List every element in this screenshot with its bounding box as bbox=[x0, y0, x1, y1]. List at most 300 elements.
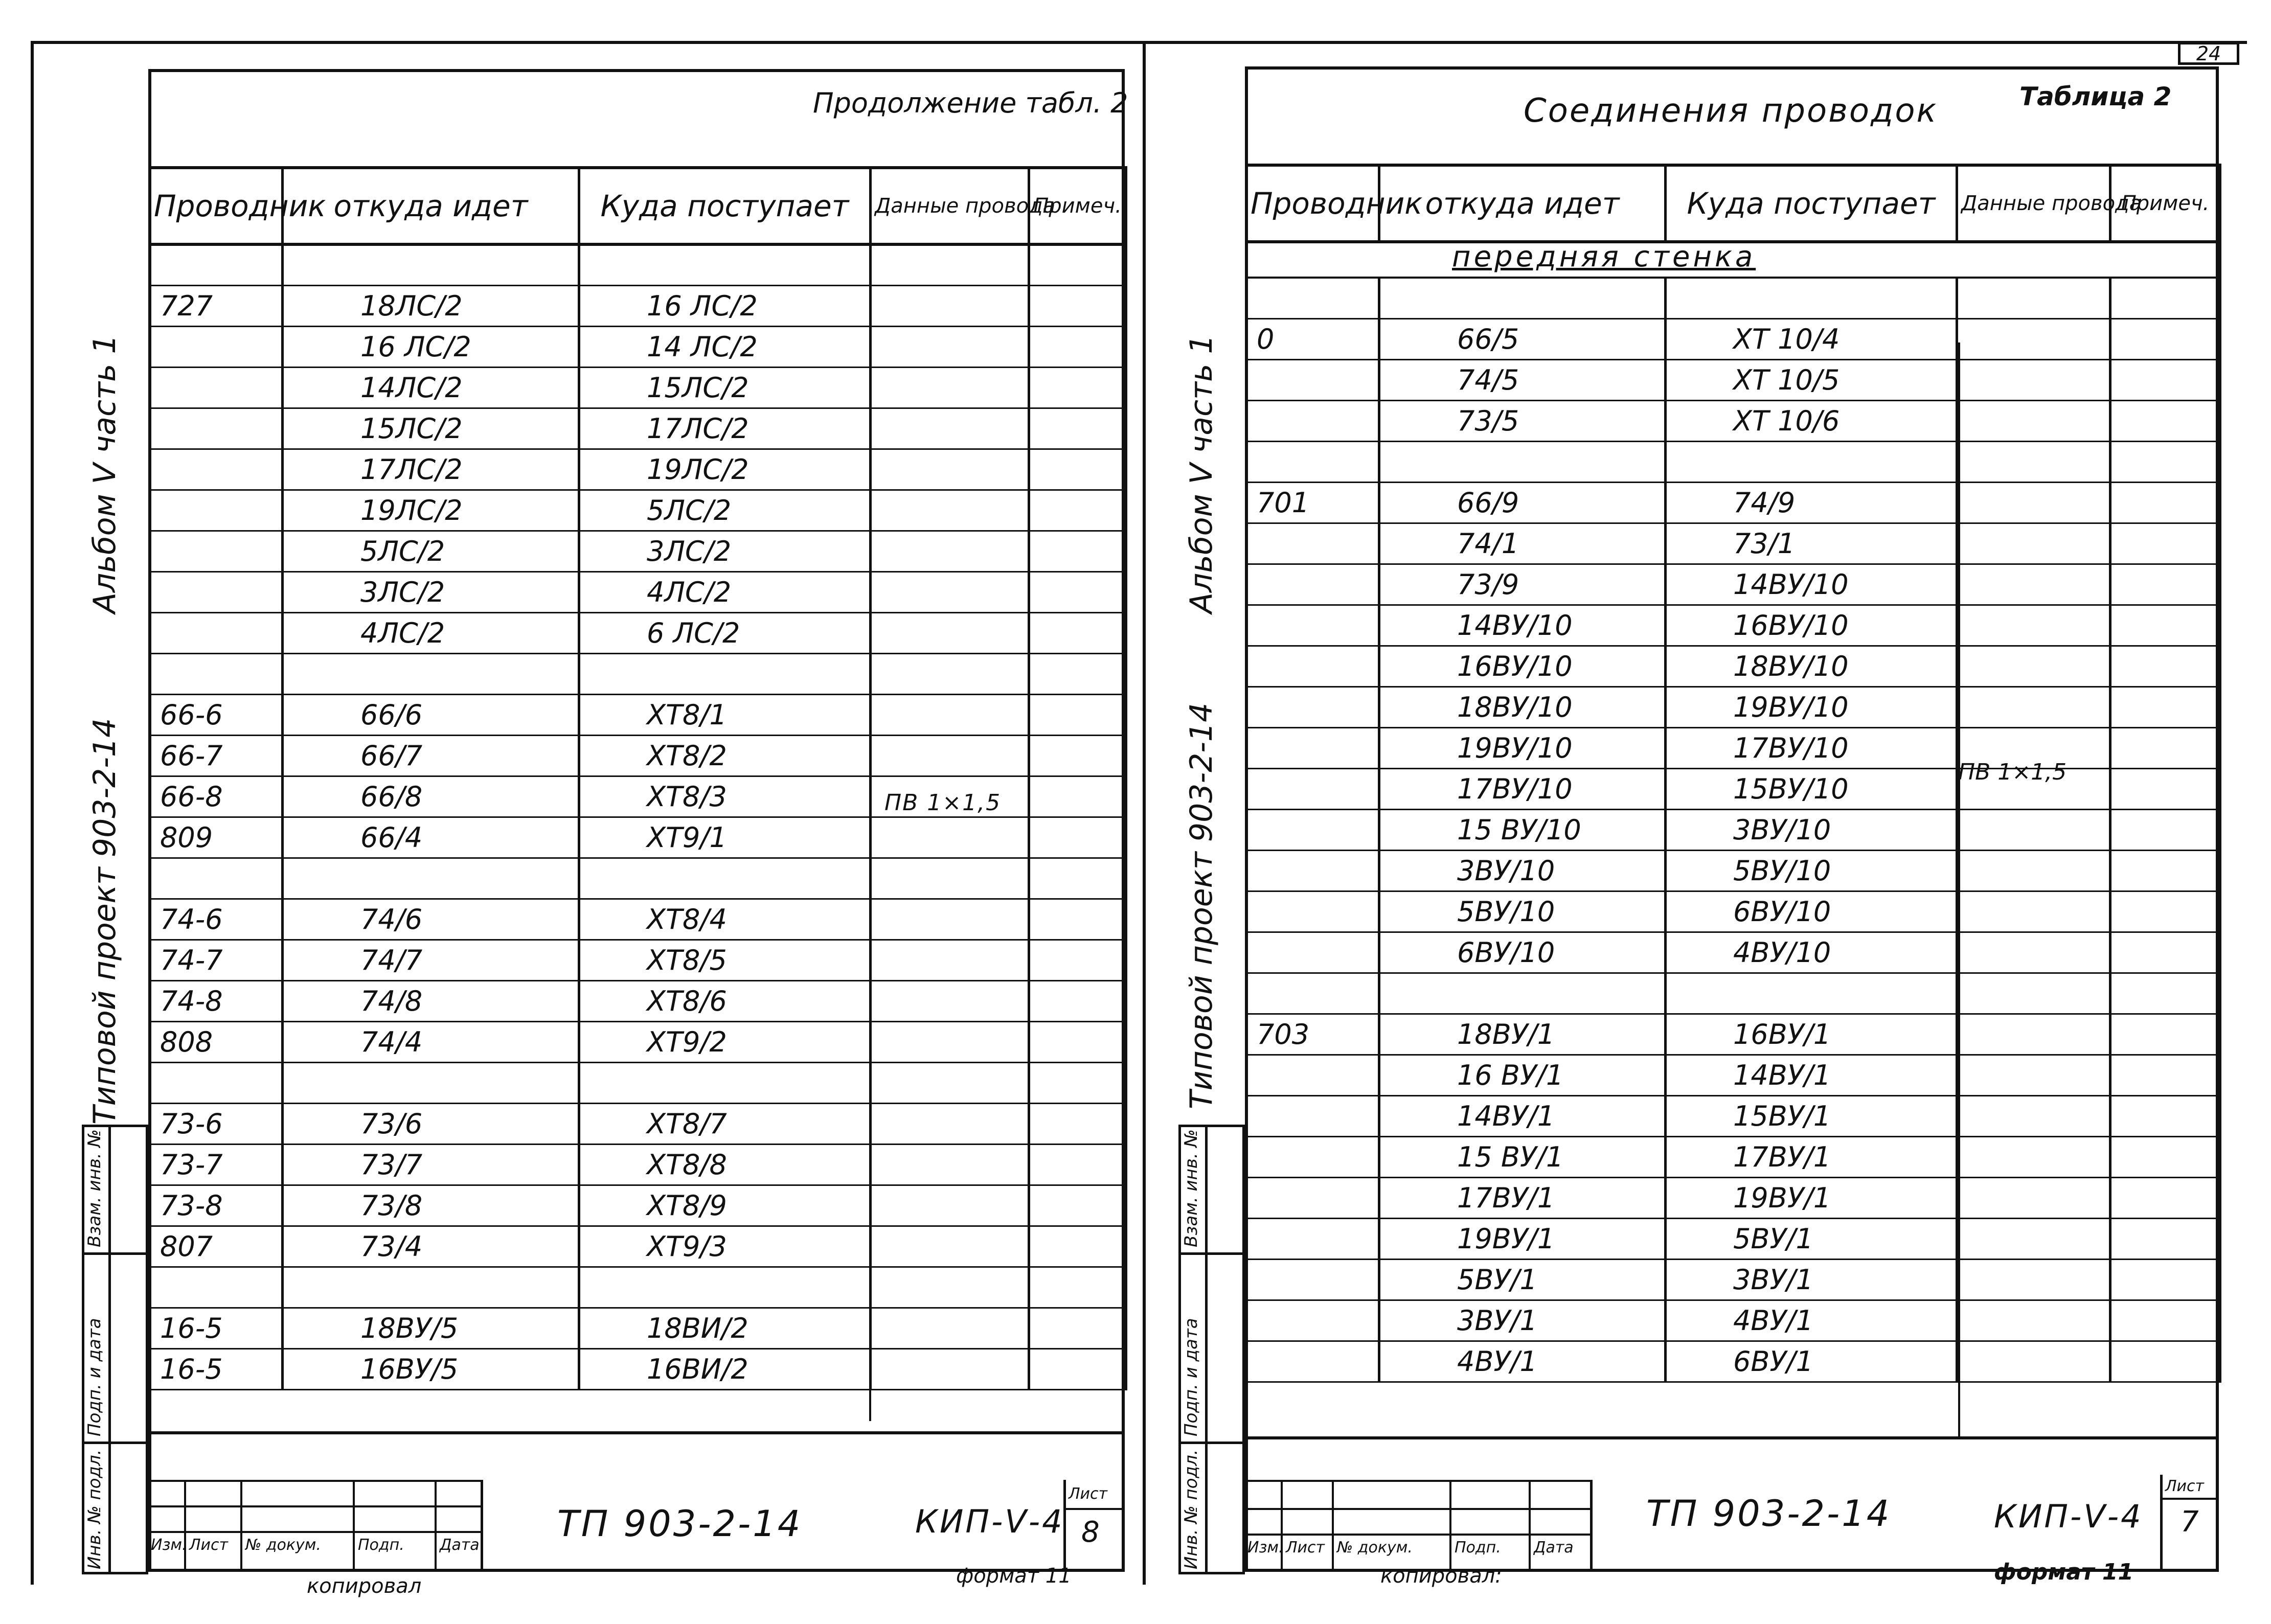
wire-data-cell bbox=[871, 367, 1029, 408]
to-cell bbox=[1666, 278, 1957, 318]
from-cell bbox=[1379, 441, 1666, 482]
conductor-cell bbox=[1246, 278, 1379, 318]
conductor-cell bbox=[150, 408, 283, 449]
from-cell: 16 ВУ/1 bbox=[1379, 1055, 1666, 1095]
right-section-code: КИП-Ⅴ-4 bbox=[1994, 1498, 2143, 1535]
to-cell: 15ВУ/1 bbox=[1666, 1095, 1957, 1136]
to-cell: 19ЛС/2 bbox=[579, 449, 871, 490]
wire-data-cell bbox=[871, 285, 1029, 326]
to-cell: 18ВИ/2 bbox=[579, 1308, 871, 1348]
from-cell: 66/8 bbox=[283, 776, 579, 817]
conductor-cell: 66-8 bbox=[150, 776, 283, 817]
table-row bbox=[150, 408, 1126, 449]
notes-cell bbox=[1029, 1144, 1126, 1185]
wire-data-cell bbox=[1957, 809, 2110, 850]
notes-cell bbox=[1029, 1348, 1126, 1389]
from-cell bbox=[283, 653, 579, 694]
wire-data-cell bbox=[1957, 891, 2110, 932]
right-brace bbox=[1958, 342, 1968, 1436]
conductor-cell: 66-6 bbox=[150, 694, 283, 735]
table-row bbox=[150, 490, 1126, 531]
conductor-cell bbox=[1246, 768, 1379, 809]
to-cell: ХТ 10/4 bbox=[1666, 318, 1957, 359]
table-row bbox=[1246, 1218, 2220, 1259]
notes-cell bbox=[1029, 367, 1126, 408]
table-row bbox=[150, 1226, 1126, 1267]
wire-data-cell bbox=[1957, 1095, 2110, 1136]
right-doc-code: ТП 903-2-14 bbox=[1646, 1493, 1892, 1535]
to-cell: ХТ8/7 bbox=[579, 1103, 871, 1144]
conductor-cell bbox=[1246, 523, 1379, 564]
to-cell: 16 ЛС/2 bbox=[579, 285, 871, 326]
conductor-cell: 73-8 bbox=[150, 1185, 283, 1226]
right-wire-data-note: ПВ 1×1,5 bbox=[1958, 759, 2067, 785]
wire-data-cell bbox=[1957, 605, 2110, 646]
table-row bbox=[1246, 1095, 2220, 1136]
conductor-cell bbox=[1246, 687, 1379, 727]
to-cell: ХТ 10/6 bbox=[1666, 400, 1957, 441]
table-row bbox=[150, 1144, 1126, 1185]
notes-cell bbox=[1029, 817, 1126, 858]
to-cell: 6 ЛС/2 bbox=[579, 612, 871, 653]
notes-cell bbox=[2110, 523, 2220, 564]
table-row bbox=[150, 694, 1126, 735]
notes-cell bbox=[2110, 1014, 2220, 1055]
from-cell: 73/7 bbox=[283, 1144, 579, 1185]
notes-cell bbox=[2110, 768, 2220, 809]
left-header-conductor: Проводник bbox=[150, 168, 283, 244]
notes-cell bbox=[1029, 326, 1126, 367]
from-cell: 14ВУ/10 bbox=[1379, 605, 1666, 646]
right-sheet-number: 7 bbox=[2181, 1505, 2201, 1539]
wire-data-cell bbox=[871, 653, 1029, 694]
conductor-cell bbox=[150, 367, 283, 408]
right-header-conductor: Проводник bbox=[1246, 165, 1379, 242]
from-cell: 5ВУ/10 bbox=[1379, 891, 1666, 932]
right-header-wire-data: Данные провода bbox=[1957, 165, 2110, 242]
conductor-cell bbox=[1246, 809, 1379, 850]
notes-cell bbox=[2110, 278, 2220, 318]
notes-cell bbox=[2110, 1177, 2220, 1218]
wire-data-cell bbox=[1957, 850, 2110, 891]
from-cell: 17ЛС/2 bbox=[283, 449, 579, 490]
wire-data-cell bbox=[871, 694, 1029, 735]
from-cell bbox=[283, 1267, 579, 1308]
right-header-from: откуда идет bbox=[1379, 165, 1666, 242]
to-cell: 4ВУ/1 bbox=[1666, 1300, 1957, 1341]
table-row bbox=[150, 1348, 1126, 1389]
right-title: Соединения проводок bbox=[1524, 92, 1938, 130]
to-cell: 17ВУ/1 bbox=[1666, 1136, 1957, 1177]
wire-data-cell bbox=[1957, 1218, 2110, 1259]
table-row bbox=[1246, 646, 2220, 687]
notes-cell bbox=[2110, 605, 2220, 646]
table-row bbox=[150, 1185, 1126, 1226]
to-cell bbox=[579, 1062, 871, 1103]
left-tb-list: Лист bbox=[189, 1536, 229, 1554]
wire-data-cell bbox=[1957, 400, 2110, 441]
right-sheet-label: Лист bbox=[2165, 1477, 2205, 1495]
wire-data-cell bbox=[871, 1226, 1029, 1267]
from-cell: 74/7 bbox=[283, 940, 579, 980]
left-header-notes: Примеч. bbox=[1029, 168, 1126, 244]
wire-data-cell bbox=[871, 408, 1029, 449]
to-cell: 3ВУ/10 bbox=[1666, 809, 1957, 850]
conductor-cell bbox=[1246, 973, 1379, 1014]
left-copied-label: копировал bbox=[307, 1574, 422, 1598]
conductor-cell bbox=[1246, 1300, 1379, 1341]
from-cell: 18ВУ/5 bbox=[283, 1308, 579, 1348]
to-cell: 19ВУ/1 bbox=[1666, 1177, 1957, 1218]
table-row bbox=[1246, 605, 2220, 646]
notes-cell bbox=[1029, 244, 1126, 285]
table-row bbox=[150, 531, 1126, 571]
notes-cell bbox=[1029, 449, 1126, 490]
wire-data-cell bbox=[1957, 646, 2110, 687]
notes-cell bbox=[1029, 1267, 1126, 1308]
from-cell: 73/4 bbox=[283, 1226, 579, 1267]
from-cell: 74/8 bbox=[283, 980, 579, 1021]
notes-cell bbox=[2110, 441, 2220, 482]
table-row bbox=[150, 244, 1126, 285]
from-cell: 6ВУ/10 bbox=[1379, 932, 1666, 973]
from-cell bbox=[283, 858, 579, 899]
left-sheet-number: 8 bbox=[1081, 1516, 1102, 1549]
wire-data-cell bbox=[1957, 687, 2110, 727]
wire-data-cell bbox=[871, 449, 1029, 490]
from-cell: 66/9 bbox=[1379, 482, 1666, 523]
wire-data-cell bbox=[871, 1267, 1029, 1308]
from-cell: 18ЛС/2 bbox=[283, 285, 579, 326]
conductor-cell bbox=[1246, 605, 1379, 646]
notes-cell bbox=[1029, 653, 1126, 694]
conductor-cell bbox=[150, 326, 283, 367]
right-tb-list: Лист bbox=[1286, 1539, 1325, 1557]
wire-data-cell bbox=[871, 1185, 1029, 1226]
conductor-cell: 74-8 bbox=[150, 980, 283, 1021]
left-side-album: Альбом Ⅴ часть 1 bbox=[87, 334, 123, 613]
conductor-cell bbox=[150, 1062, 283, 1103]
table-row bbox=[1246, 768, 2220, 809]
conductor-cell bbox=[150, 653, 283, 694]
wire-data-cell bbox=[1957, 1341, 2110, 1382]
to-cell: 5ВУ/1 bbox=[1666, 1218, 1957, 1259]
notes-cell bbox=[2110, 482, 2220, 523]
notes-cell bbox=[1029, 694, 1126, 735]
table-row bbox=[1246, 850, 2220, 891]
conductor-cell bbox=[1246, 891, 1379, 932]
to-cell bbox=[579, 858, 871, 899]
from-cell: 74/1 bbox=[1379, 523, 1666, 564]
to-cell: 14ВУ/10 bbox=[1666, 564, 1957, 605]
notes-cell bbox=[2110, 359, 2220, 400]
notes-cell bbox=[2110, 1136, 2220, 1177]
from-cell: 14ВУ/1 bbox=[1379, 1095, 1666, 1136]
left-tb-sign: Подп. bbox=[358, 1536, 404, 1554]
notes-cell bbox=[1029, 1185, 1126, 1226]
from-cell: 16ВУ/5 bbox=[283, 1348, 579, 1389]
notes-cell bbox=[1029, 490, 1126, 531]
left-stamp-label-1: Инв. № подл. bbox=[84, 1449, 105, 1569]
right-side-album: Альбом Ⅴ часть 1 bbox=[1184, 334, 1219, 613]
right-table-label: Таблица 2 bbox=[2019, 82, 2172, 111]
conductor-cell: 66-7 bbox=[150, 735, 283, 776]
to-cell: 19ВУ/10 bbox=[1666, 687, 1957, 727]
table-row bbox=[1246, 1177, 2220, 1218]
from-cell: 74/4 bbox=[283, 1021, 579, 1062]
to-cell: 16ВИ/2 bbox=[579, 1348, 871, 1389]
conductor-cell: 73-7 bbox=[150, 1144, 283, 1185]
from-cell: 17ВУ/1 bbox=[1379, 1177, 1666, 1218]
to-cell bbox=[579, 244, 871, 285]
left-stamp-label-3: Взам. инв. № bbox=[84, 1129, 105, 1247]
left-tb-izm: Изм. bbox=[151, 1536, 187, 1554]
notes-cell bbox=[2110, 891, 2220, 932]
from-cell: 16ВУ/10 bbox=[1379, 646, 1666, 687]
conductor-cell: 16-5 bbox=[150, 1308, 283, 1348]
table-row bbox=[1246, 1341, 2220, 1382]
from-cell: 66/7 bbox=[283, 735, 579, 776]
notes-cell bbox=[1029, 1021, 1126, 1062]
wire-data-cell bbox=[1957, 278, 2110, 318]
right-stamp-label-3: Взам. инв. № bbox=[1181, 1129, 1201, 1247]
from-cell: 4ВУ/1 bbox=[1379, 1341, 1666, 1382]
wire-data-cell bbox=[1957, 359, 2110, 400]
table-row bbox=[150, 817, 1126, 858]
from-cell: 14ЛС/2 bbox=[283, 367, 579, 408]
right-format-label: формат 11 bbox=[1994, 1559, 2134, 1585]
table-row bbox=[1246, 1300, 2220, 1341]
wire-data-cell bbox=[1957, 482, 2110, 523]
wire-data-cell bbox=[871, 1144, 1029, 1185]
table-row bbox=[150, 326, 1126, 367]
to-cell: ХТ 10/5 bbox=[1666, 359, 1957, 400]
to-cell: ХТ8/3 bbox=[579, 776, 871, 817]
table-row bbox=[1246, 1055, 2220, 1095]
notes-cell bbox=[2110, 1218, 2220, 1259]
wire-data-cell bbox=[871, 490, 1029, 531]
from-cell: 3ВУ/1 bbox=[1379, 1300, 1666, 1341]
notes-cell bbox=[1029, 531, 1126, 571]
right-subheading: передняя стенка bbox=[1452, 240, 1756, 273]
conductor-cell bbox=[1246, 646, 1379, 687]
wire-data-cell bbox=[1957, 1177, 2110, 1218]
conductor-cell: 74-6 bbox=[150, 899, 283, 940]
table-row bbox=[1246, 891, 2220, 932]
notes-cell bbox=[1029, 571, 1126, 612]
notes-cell bbox=[1029, 776, 1126, 817]
table-row bbox=[1246, 973, 2220, 1014]
wire-data-cell bbox=[871, 326, 1029, 367]
wire-data-cell bbox=[871, 1021, 1029, 1062]
table-row bbox=[150, 449, 1126, 490]
table-row bbox=[150, 653, 1126, 694]
right-page-corner: 24 bbox=[2178, 42, 2239, 65]
wire-data-cell bbox=[871, 1062, 1029, 1103]
wire-data-cell bbox=[1957, 932, 2110, 973]
table-row bbox=[150, 612, 1126, 653]
from-cell: 3ВУ/10 bbox=[1379, 850, 1666, 891]
table-row bbox=[1246, 1259, 2220, 1300]
notes-cell bbox=[2110, 1095, 2220, 1136]
wire-data-cell bbox=[871, 735, 1029, 776]
notes-cell bbox=[2110, 973, 2220, 1014]
left-wire-data-note: ПВ 1×1,5 bbox=[884, 790, 1002, 816]
wire-data-cell bbox=[871, 1308, 1029, 1348]
from-cell: 16 ЛС/2 bbox=[283, 326, 579, 367]
notes-cell bbox=[1029, 980, 1126, 1021]
table-row bbox=[150, 1267, 1126, 1308]
conductor-cell: 809 bbox=[150, 817, 283, 858]
conductor-cell bbox=[1246, 1341, 1379, 1382]
from-cell: 73/8 bbox=[283, 1185, 579, 1226]
notes-cell bbox=[2110, 1055, 2220, 1095]
notes-cell bbox=[1029, 285, 1126, 326]
to-cell: ХТ8/4 bbox=[579, 899, 871, 940]
wire-data-cell bbox=[1957, 1136, 2110, 1177]
from-cell: 73/9 bbox=[1379, 564, 1666, 605]
right-tb-date: Дата bbox=[1534, 1539, 1574, 1557]
from-cell bbox=[283, 244, 579, 285]
notes-cell bbox=[1029, 858, 1126, 899]
to-cell bbox=[579, 653, 871, 694]
table-row bbox=[1246, 687, 2220, 727]
notes-cell bbox=[2110, 727, 2220, 768]
table-row bbox=[150, 1308, 1126, 1348]
to-cell: 5ВУ/10 bbox=[1666, 850, 1957, 891]
left-connections-table bbox=[148, 166, 1127, 1390]
to-cell: ХТ8/5 bbox=[579, 940, 871, 980]
table-row bbox=[150, 367, 1126, 408]
to-cell: 15ВУ/10 bbox=[1666, 768, 1957, 809]
conductor-cell bbox=[150, 531, 283, 571]
conductor-cell bbox=[150, 244, 283, 285]
to-cell: 74/9 bbox=[1666, 482, 1957, 523]
table-row bbox=[150, 980, 1126, 1021]
notes-cell bbox=[2110, 850, 2220, 891]
conductor-cell bbox=[150, 612, 283, 653]
notes-cell bbox=[1029, 735, 1126, 776]
to-cell: 3ЛС/2 bbox=[579, 531, 871, 571]
conductor-cell: 703 bbox=[1246, 1014, 1379, 1055]
table-row bbox=[1246, 318, 2220, 359]
to-cell: 6ВУ/10 bbox=[1666, 891, 1957, 932]
to-cell: 73/1 bbox=[1666, 523, 1957, 564]
wire-data-cell bbox=[871, 1348, 1029, 1389]
notes-cell bbox=[1029, 940, 1126, 980]
to-cell: ХТ8/9 bbox=[579, 1185, 871, 1226]
conductor-cell bbox=[1246, 441, 1379, 482]
notes-cell bbox=[2110, 646, 2220, 687]
wire-data-cell bbox=[871, 1103, 1029, 1144]
right-header-notes: Примеч. bbox=[2110, 165, 2220, 242]
conductor-cell bbox=[1246, 1095, 1379, 1136]
from-cell bbox=[1379, 973, 1666, 1014]
from-cell: 74/5 bbox=[1379, 359, 1666, 400]
to-cell: 14ВУ/1 bbox=[1666, 1055, 1957, 1095]
table-row bbox=[1246, 523, 2220, 564]
conductor-cell: 0 bbox=[1246, 318, 1379, 359]
right-stamp-label-1: Инв. № подл. bbox=[1181, 1449, 1201, 1569]
notes-cell bbox=[2110, 400, 2220, 441]
conductor-cell bbox=[150, 490, 283, 531]
to-cell: 6ВУ/1 bbox=[1666, 1341, 1957, 1382]
right-copied-label: копировал: bbox=[1380, 1564, 1502, 1588]
from-cell: 73/5 bbox=[1379, 400, 1666, 441]
left-format-label: формат 11 bbox=[956, 1564, 1072, 1588]
to-cell: ХТ8/6 bbox=[579, 980, 871, 1021]
from-cell: 18ВУ/1 bbox=[1379, 1014, 1666, 1055]
right-stamp-label-2: Подп. и дата bbox=[1181, 1318, 1201, 1436]
to-cell bbox=[1666, 973, 1957, 1014]
conductor-cell bbox=[1246, 932, 1379, 973]
notes-cell bbox=[1029, 899, 1126, 940]
from-cell: 4ЛС/2 bbox=[283, 612, 579, 653]
notes-cell bbox=[1029, 408, 1126, 449]
from-cell: 66/5 bbox=[1379, 318, 1666, 359]
table-row bbox=[1246, 932, 2220, 973]
conductor-cell: 74-7 bbox=[150, 940, 283, 980]
left-header-to: Куда поступает bbox=[579, 168, 871, 244]
conductor-cell bbox=[1246, 1136, 1379, 1177]
conductor-cell bbox=[150, 858, 283, 899]
to-cell bbox=[579, 1267, 871, 1308]
conductor-cell: 73-6 bbox=[150, 1103, 283, 1144]
wire-data-cell bbox=[871, 858, 1029, 899]
wire-data-cell bbox=[871, 940, 1029, 980]
wire-data-cell bbox=[1957, 1259, 2110, 1300]
to-cell: ХТ9/2 bbox=[579, 1021, 871, 1062]
from-cell: 66/4 bbox=[283, 817, 579, 858]
left-stamp-label-2: Подп. и дата bbox=[84, 1318, 105, 1436]
table-row bbox=[1246, 1014, 2220, 1055]
left-header-from: откуда идет bbox=[283, 168, 579, 244]
wire-data-cell bbox=[871, 244, 1029, 285]
table-row bbox=[1246, 278, 2220, 318]
conductor-cell: 16-5 bbox=[150, 1348, 283, 1389]
left-brace bbox=[869, 312, 879, 1421]
from-cell: 18ВУ/10 bbox=[1379, 687, 1666, 727]
table-row bbox=[150, 858, 1126, 899]
notes-cell bbox=[2110, 318, 2220, 359]
from-cell: 19ЛС/2 bbox=[283, 490, 579, 531]
from-cell: 15 ВУ/1 bbox=[1379, 1136, 1666, 1177]
to-cell: 4ЛС/2 bbox=[579, 571, 871, 612]
to-cell: ХТ9/3 bbox=[579, 1226, 871, 1267]
table-row bbox=[150, 1062, 1126, 1103]
to-cell: 17ЛС/2 bbox=[579, 408, 871, 449]
right-tb-izm: Изм. bbox=[1247, 1539, 1284, 1557]
right-header-to: Куда поступает bbox=[1666, 165, 1957, 242]
wire-data-cell bbox=[1957, 973, 2110, 1014]
wire-data-cell bbox=[1957, 1055, 2110, 1095]
conductor-cell bbox=[1246, 1218, 1379, 1259]
from-cell bbox=[1379, 278, 1666, 318]
notes-cell bbox=[1029, 1308, 1126, 1348]
wire-data-cell bbox=[871, 817, 1029, 858]
notes-cell bbox=[2110, 1300, 2220, 1341]
table-row bbox=[150, 940, 1126, 980]
to-cell: 18ВУ/10 bbox=[1666, 646, 1957, 687]
conductor-cell: 727 bbox=[150, 285, 283, 326]
conductor-cell bbox=[1246, 850, 1379, 891]
left-sheet-label: Лист bbox=[1069, 1485, 1108, 1503]
from-cell: 66/6 bbox=[283, 694, 579, 735]
conductor-cell bbox=[1246, 1259, 1379, 1300]
wire-data-cell bbox=[871, 899, 1029, 940]
wire-data-cell bbox=[1957, 1014, 2110, 1055]
notes-cell bbox=[1029, 1103, 1126, 1144]
